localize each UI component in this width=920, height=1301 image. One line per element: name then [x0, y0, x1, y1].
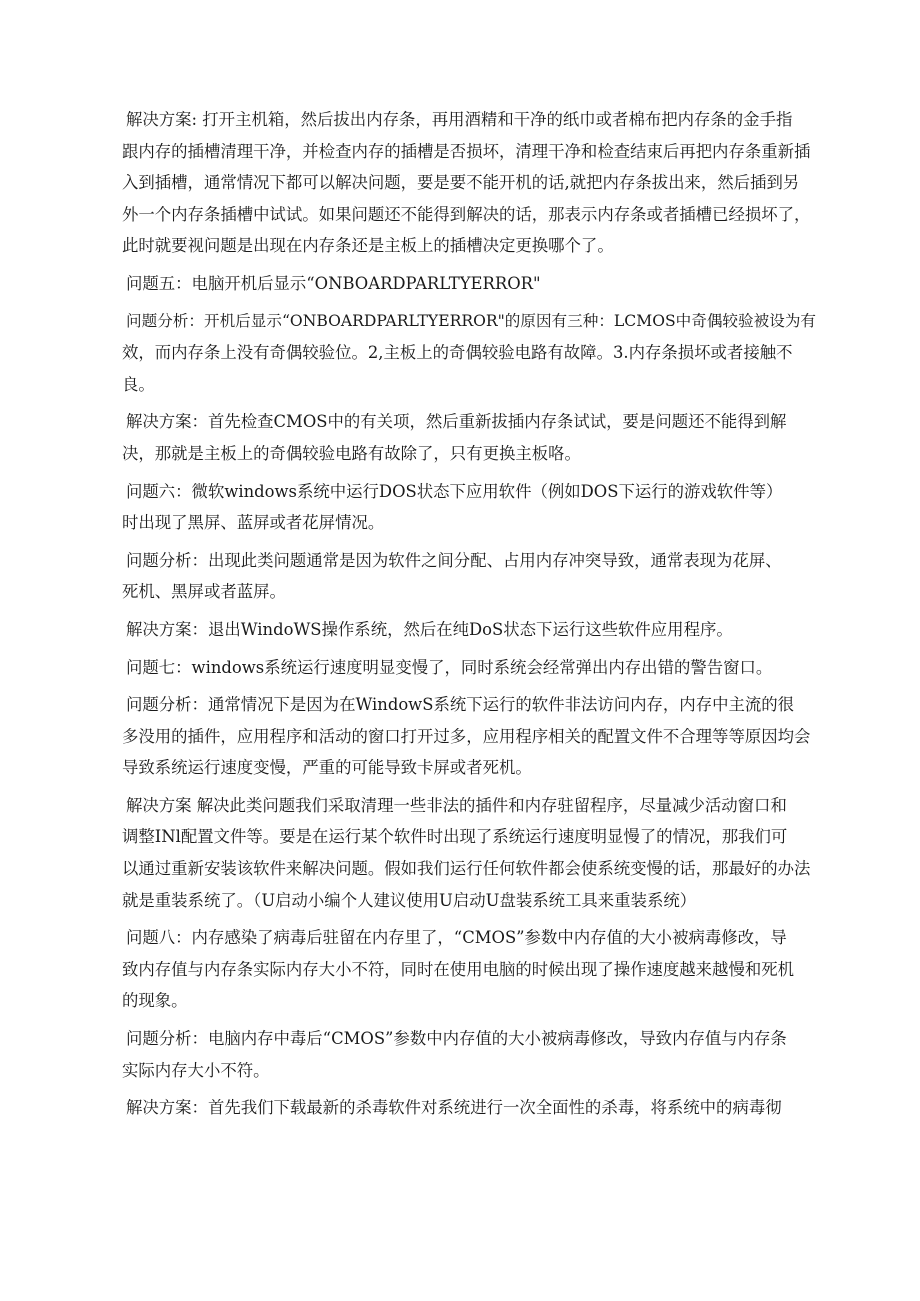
text-line: 以通过重新安装该软件来解决问题。假如我们运行任何软件都会使系统变慢的话，那最好的办法 [122, 859, 811, 879]
text-line: 的现象。 [122, 991, 188, 1011]
paragraph [122, 790, 822, 916]
paragraph [122, 614, 822, 646]
text-line: 良。 [122, 374, 155, 394]
text-line: 实际内存大小不符。 [122, 1060, 270, 1080]
text-line: 问题分析：出现此类问题通常是因为软件之间分配、占用内存冲突导致，通常表现为花屏、 [126, 550, 782, 570]
text-line: 导致系统运行速度变慢，严重的可能导致卡屏或者死机。 [122, 758, 532, 778]
paragraph [122, 406, 822, 469]
text-line: 外一个内存条插槽中试试。如果问题还不能得到解决的话，那表示内存条或者插槽已经损坏了， [122, 204, 811, 224]
text-line: 致内存值与内存条实际内存大小不符，同时在使用电脑的时候出现了操作速度越来越慢和死机 [122, 959, 795, 979]
paragraph [122, 922, 822, 1017]
paragraph [122, 104, 822, 262]
paragraph [122, 545, 822, 608]
text-line: 问题七：windows系统运行速度明显变慢了，同时系统会经常弹出内存出错的警告窗口。 [126, 657, 773, 677]
text-line: 时出现了黑屏、蓝屏或者花屏情况。 [122, 513, 385, 533]
text-line: 解决方案：退出WindoWS操作系统，然后在纯DoS状态下运行这些软件应用程序。 [126, 619, 733, 639]
text-line: 跟内存的插槽清理干净，并检查内存的插槽是否损坏，清理干净和检查结束后再把内存条重新插 [122, 141, 811, 161]
paragraph [122, 476, 822, 539]
text-line: 解决方案：首先检查CMOS中的有关项，然后重新拔插内存条试试，要是问题还不能得到解 [126, 412, 787, 432]
paragraph [122, 1092, 822, 1124]
document-body [122, 104, 822, 1130]
paragraph [122, 268, 822, 300]
text-line: 解决方案: 打开主机箱，然后拔出内存条，再用酒精和干净的纸巾或者棉布把内存条的金手指 [126, 110, 793, 129]
text-line: 多没用的插件，应用程序和活动的窗口打开过多，应用程序相关的配置文件不合理等等原因均会 [122, 726, 811, 746]
paragraph [122, 652, 822, 684]
paragraph [122, 1023, 822, 1086]
paragraph [122, 306, 822, 401]
text-line: 入到插槽，通常情况下都可以解决问题，要是要不能开机的话,就把内存条拔出来，然后插到另 [122, 173, 800, 193]
text-line: 解决方案：首先我们下载最新的杀毒软件对系统进行一次全面性的杀毒，将系统中的病毒彻 [126, 1098, 782, 1118]
text-line: 解决方案 解决此类问题我们采取清理一些非法的插件和内存驻留程序，尽量减少活动窗口和 [126, 795, 787, 815]
text-line: 问题五：电脑开机后显示“ONBOARDPARLTYERROR" [126, 273, 541, 293]
text-line: 问题分析：电脑内存中毒后“CMOS”参数中内存值的大小被病毒修改，导致内存值与内存条 [126, 1029, 787, 1049]
text-line: 问题六：微软windows系统中运行DOS状态下应用软件（例如DOS下运行的游戏软件等） [126, 481, 783, 501]
text-line: 此时就要视问题是出现在内存条还是主板上的插槽决定更换哪个了。 [122, 236, 614, 256]
text-line: 问题分析：开机后显示“ONBOARDPARLTYERROR"的原因有三种：LCMOS中奇偶较验被设为有 [126, 311, 816, 330]
text-line: 就是重装系统了。（U启动小编个人建议使用U启动U盘装系统工具来重装系统） [122, 890, 697, 910]
paragraph [122, 689, 822, 784]
text-line: 效，而内存条上没有奇偶较验位。2,主板上的奇偶较验电路有故障。3.内存条损坏或者接触不 [122, 343, 793, 363]
text-line: 决，那就是主板上的奇偶较验电路有故除了，只有更换主板咯。 [122, 443, 581, 463]
text-line: 调整INl配置文件等。要是在运行某个软件时出现了系统运行速度明显慢了的情况，那我们可 [122, 827, 788, 847]
text-line: 问题分析：通常情况下是因为在WindowS系统下运行的软件非法访问内存，内存中主流的很 [126, 695, 795, 715]
text-line: 问题八：内存感染了病毒后驻留在内存里了，“CMOS”参数中内存值的大小被病毒修改，导 [126, 928, 787, 948]
text-line: 死机、黑屏或者蓝屏。 [122, 582, 286, 602]
